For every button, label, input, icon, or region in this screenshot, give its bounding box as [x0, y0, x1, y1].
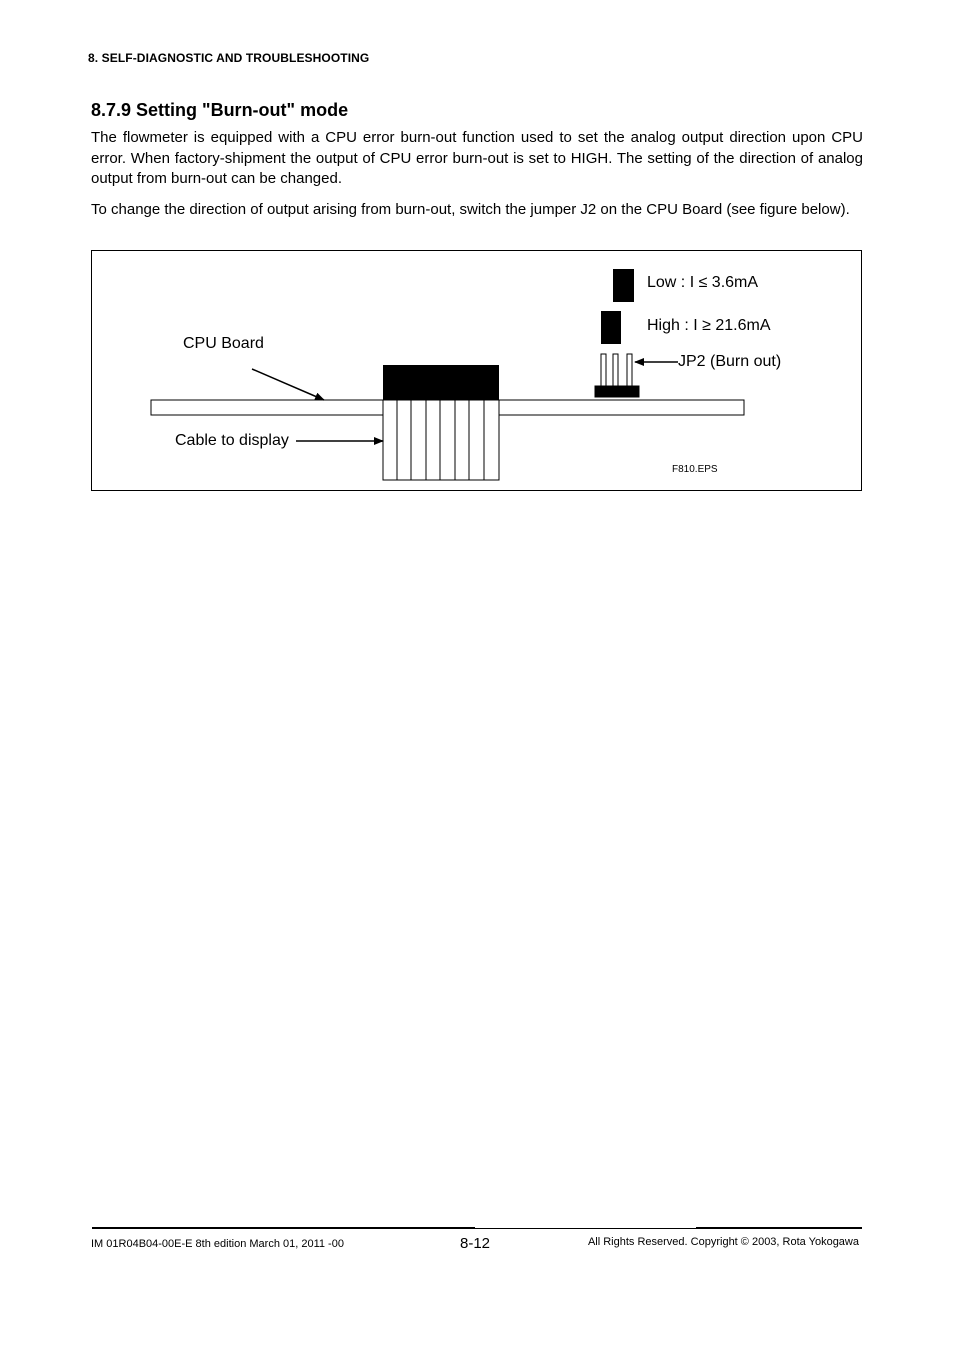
display-cable [383, 400, 499, 480]
figure-file-id: F810.EPS [672, 464, 718, 475]
jumper-high-icon [601, 311, 621, 344]
page-number: 8-12 [460, 1235, 491, 1252]
footer-rule [696, 1227, 862, 1229]
label-low: Low : I ≤ 3.6mA [647, 274, 759, 291]
footer-rule [92, 1227, 475, 1229]
label-cpu-board: CPU Board [183, 335, 264, 352]
label-cable: Cable to display [175, 432, 289, 449]
jumper-low-icon [613, 269, 634, 302]
jumper-figure [91, 250, 862, 491]
label-jp2: JP2 (Burn out) [678, 353, 782, 370]
cpu-board-arrow [252, 369, 324, 400]
chapter-header: 8. SELF-DIAGNOSTIC AND TROUBLESHOOTING [88, 51, 370, 65]
footer-rule-thin [475, 1228, 696, 1229]
connector-housing [383, 365, 499, 400]
label-high: High : I ≥ 21.6mA [647, 317, 771, 334]
paragraph-change-direction: To change the direction of output arising from burn-out, switch the jumper J2 on the CPU Board (see figure below). [91, 201, 850, 218]
paragraph-burnout-function: The flowmeter is equipped with a CPU error burn-out function used to set the analog output direction upon CPU error. When factory-shipment the output of CPU error burn-out is set to HIGH. The setting of the direction of analog output from burn-out can be changed. [91, 129, 863, 187]
footer-copyright: All Rights Reserved. Copyright © 2003, Rota Yokogawa [587, 1236, 859, 1248]
section-title: 8.7.9 Setting "Burn-out" mode [91, 100, 349, 120]
jp2-jumper [595, 354, 639, 397]
footer-doc-id: IM 01R04B04-00E-E 8th edition March 01, 2011 -00 [91, 1238, 344, 1250]
